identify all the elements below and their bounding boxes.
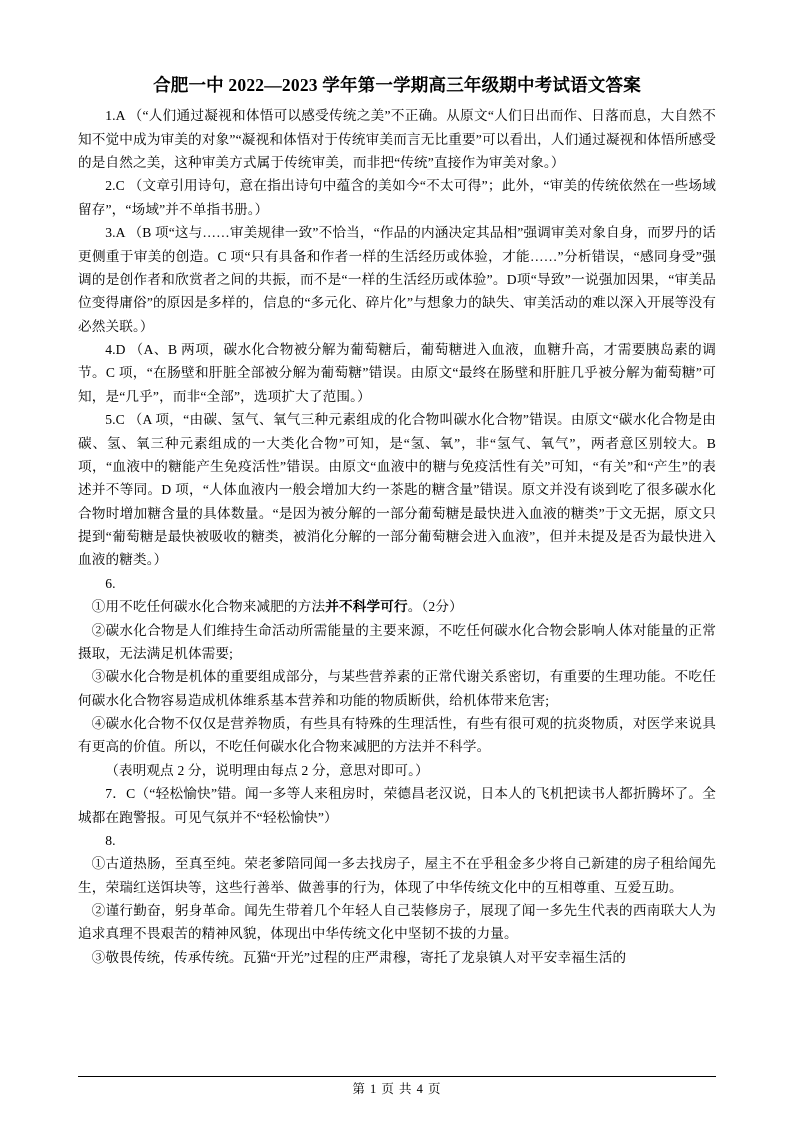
question-6-label: 6. (105, 575, 116, 591)
question-6-item-2: ②碳水化合物是人们维持生命活动所需能量的主要来源，不吃任何碳水化合物会影响人体对能量的正常摄取，无法满足机体需要; (78, 622, 716, 661)
question-8-item-3: ③敬畏传统，传承传统。瓦猫“开光”过程的庄严肃穆，寄托了龙泉镇人对平安幸福生活的 (91, 949, 627, 965)
page-footer: 第 1 页 共 4 页 (352, 1082, 442, 1096)
question-6-item-3: ③碳水化合物是机体的重要组成部分，与某些营养素的正常代谢关系密切，有重要的生理功能。不吃任何碳水化合物容易造成机体维系基本营养和功能的物质断供，给机体带来危害; (78, 669, 716, 708)
answer-paragraph-4: 4.D （A、B 两项，碳水化合物被分解为葡萄糖后，葡萄糖进入血液，血糖升高，才需要胰岛素的调节。C 项，“在肠壁和肝脏全部被分解为葡萄糖”错误。由原文“最终在肠壁和肝脏几乎被分解为葡萄糖”可知，是“几乎”，而非“全部”，选项扩大了范围。） (78, 342, 716, 404)
footer-divider (78, 1076, 716, 1077)
answer-paragraph-3: 3.A （B 项“这与……审美规律一致”不恰当，“作品的内涵决定其品相”强调审美对象自身，而罗丹的话更侧重于审美的创造。C 项“只有具备和作者一样的生活经历或体验，才能……”分析错误，“感同身受”强调的是创作者和欣赏者之间的共振，而不是“一样的生活经历或体验”。D项“导致”一说强加因果，“审美品位变得庸俗”的原因是多样的，信息的“多元化、碎片化”与想象力的缺失、审美活动的难以深入开展等没有必然关联。） (78, 225, 716, 334)
question-8-label: 8. (105, 832, 116, 848)
question-7-answer: 7．C（“轻松愉快”错。闻一多等人来租房时，荣德昌老汉说，日本人的飞机把读书人都折腾坏了。全城都在跑警报。可见气氛并不“轻松愉快”） (78, 786, 716, 825)
q6-item1-prefix: ①用不吃任何碳水化合物来减肥的方法 (91, 599, 326, 615)
q6-item1-suffix: 。（2分） (407, 599, 463, 615)
answer-paragraph-1: 1.A （“人们通过凝视和体悟可以感受传统之美”不正确。从原文“人们日出而作、日落而息，大自然不知不觉中成为审美的对象”“凝视和体悟对于传统审美而言无比重要”可以看出，人们通过凝视和体悟所感受的是自然之美，这种审美方式属于传统审美，而非把“传统”直接作为审美对象。） (78, 108, 716, 170)
page-title: 合肥一中 2022—2023 学年第一学期高三年级期中考试语文答案 (153, 75, 641, 95)
question-8-item-1: ①古道热肠，至真至纯。荣老爹陪同闻一多去找房子，屋主不在乎租金多少将自己新建的房子租给闻先生，荣瑞红送饵块等，这些行善举、做善事的行为，体现了中华传统文化中的互相尊重、互爱互助。 (78, 856, 716, 895)
question-8-item-2: ②谨行勤奋，躬身革命。闻先生带着几个年轻人自己装修房子，展现了闻一多先生代表的西南联大人为追求真理不畏艰苦的精神风貌，体现出中华传统文化中坚韧不拔的力量。 (78, 903, 716, 942)
question-6-item-4: ④碳水化合物不仅仅是营养物质，有些具有特殊的生理活性，有些有很可观的抗炎物质，对医学来说具有更高的价值。所以，不吃任何碳水化合物来减肥的方法并不科学。 (78, 716, 716, 755)
question-6-note: （表明观点 2 分，说明理由每点 2 分，意思对即可。） (105, 762, 429, 778)
answer-paragraph-5: 5.C （A 项，“由碳、氢气、氧气三种元素组成的化合物叫碳水化合物”错误。由原文“碳水化合物是由碳、氢、氧三种元素组成的一大类化合物”可知，是“氢、氧”，非“氢气、氧气”，两者意区别较大。B 项，“血液中的糖能产生免疫活性”错误。由原文“血液中的糖与免疫活性有关”可知，“有关”和“产生”的表述并不等同。D 项，“人体血液内一般会增加大约一茶匙的糖含量”错误。原文并没有谈到吃了很多碳水化合物时增加糖含量的具体数量。“是因为被分解的一部分葡萄糖是最快进入血液的糖类”于文无据，原文只提到“葡萄糖是最快被吸收的糖类，被消化分解的一部分葡萄糖会进入血液”，但并未提及是否为最快进入血液的糖类。） (78, 412, 716, 568)
q6-item1-emphasis: 并不科学可行 (325, 599, 408, 615)
question-6-item-1 (78, 595, 716, 618)
answer-paragraph-2: 2.C （文章引用诗句，意在指出诗句中蕴含的美如今“不太可得”；此外，“审美的传统依然在一些场域留存”，“场域”并不单指书册。） (78, 178, 716, 217)
